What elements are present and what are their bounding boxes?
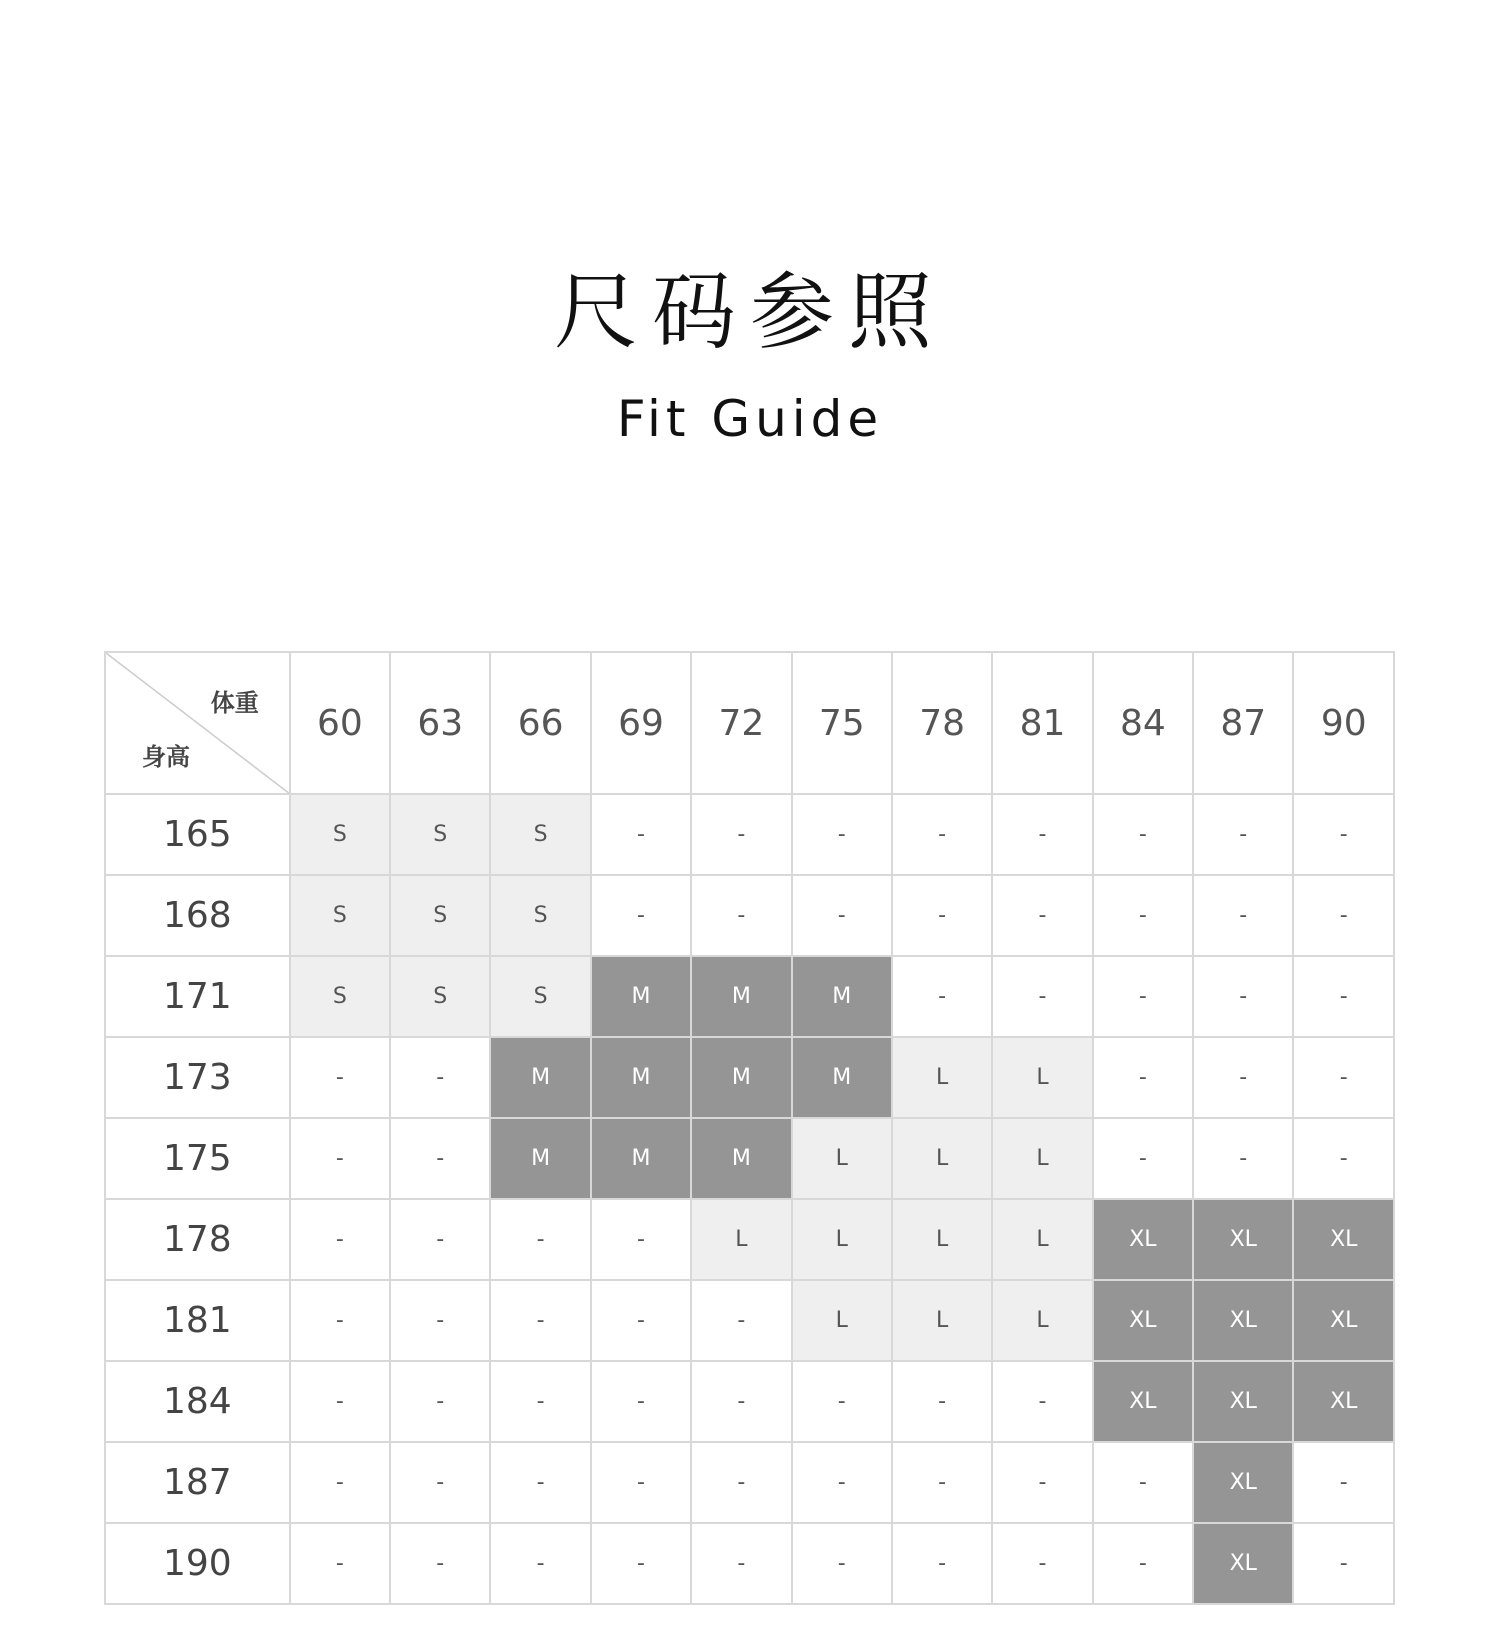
size-cell: - — [390, 1118, 490, 1199]
size-cell: - — [390, 1523, 490, 1604]
size-cell: XL — [1193, 1280, 1293, 1361]
size-cell: - — [591, 794, 691, 875]
size-cell: - — [992, 794, 1092, 875]
size-cell: - — [390, 1442, 490, 1523]
size-cell: - — [1293, 875, 1394, 956]
size-cell: - — [892, 794, 992, 875]
size-cell: - — [792, 875, 892, 956]
size-cell: - — [591, 1523, 691, 1604]
size-cell: - — [591, 875, 691, 956]
size-cell: M — [490, 1118, 590, 1199]
size-cell: - — [691, 1361, 791, 1442]
table-row — [105, 956, 1394, 1037]
table-row — [105, 794, 1394, 875]
size-cell: - — [892, 1442, 992, 1523]
table-row — [105, 1037, 1394, 1118]
size-cell: L — [691, 1199, 791, 1280]
size-cell: - — [1093, 1523, 1193, 1604]
size-cell: - — [992, 1442, 1092, 1523]
size-cell: S — [490, 956, 590, 1037]
corner-cell — [105, 652, 290, 794]
diagonal-divider — [106, 653, 289, 793]
size-cell: - — [691, 794, 791, 875]
size-cell: L — [892, 1118, 992, 1199]
size-cell: - — [1193, 956, 1293, 1037]
size-cell: - — [1293, 1118, 1394, 1199]
size-cell: - — [1193, 1118, 1293, 1199]
size-cell: - — [390, 1361, 490, 1442]
table-row — [105, 1361, 1394, 1442]
size-cell: S — [490, 875, 590, 956]
height-label-190: 190 — [105, 1523, 290, 1604]
size-cell: - — [892, 956, 992, 1037]
size-cell: - — [1093, 875, 1193, 956]
size-cell: - — [490, 1523, 590, 1604]
size-cell: - — [792, 1523, 892, 1604]
size-cell: - — [591, 1361, 691, 1442]
size-cell: - — [1093, 956, 1193, 1037]
size-cell: XL — [1293, 1280, 1394, 1361]
size-cell: XL — [1293, 1199, 1394, 1280]
header-row — [105, 652, 1394, 794]
size-cell: L — [992, 1037, 1092, 1118]
size-cell: - — [290, 1037, 390, 1118]
size-cell: - — [1293, 1037, 1394, 1118]
size-cell: L — [992, 1280, 1092, 1361]
size-cell: - — [591, 1442, 691, 1523]
size-cell: - — [792, 794, 892, 875]
size-cell: XL — [1193, 1199, 1293, 1280]
size-cell: L — [892, 1037, 992, 1118]
size-cell: S — [290, 956, 390, 1037]
size-cell: - — [1093, 1442, 1193, 1523]
size-cell: M — [490, 1037, 590, 1118]
weight-header-60: 60 — [290, 652, 390, 794]
size-cell: - — [1293, 956, 1394, 1037]
size-cell: - — [290, 1523, 390, 1604]
size-cell: - — [591, 1280, 691, 1361]
size-cell: L — [992, 1118, 1092, 1199]
size-cell: L — [792, 1280, 892, 1361]
page-title: 尺码参照 — [553, 263, 946, 361]
page-subtitle: Fit Guide — [616, 390, 884, 448]
size-cell: - — [691, 1280, 791, 1361]
size-cell: S — [390, 956, 490, 1037]
weight-header-63: 63 — [390, 652, 490, 794]
size-cell: - — [1093, 1037, 1193, 1118]
size-cell: - — [792, 1442, 892, 1523]
height-label-181: 181 — [105, 1280, 290, 1361]
size-cell: M — [792, 956, 892, 1037]
height-label-165: 165 — [105, 794, 290, 875]
size-cell: L — [892, 1199, 992, 1280]
size-cell: S — [290, 794, 390, 875]
size-cell: - — [992, 875, 1092, 956]
size-cell: XL — [1293, 1361, 1394, 1442]
size-cell: S — [390, 875, 490, 956]
weight-header-81: 81 — [992, 652, 1092, 794]
size-cell: - — [1293, 794, 1394, 875]
size-cell: - — [490, 1199, 590, 1280]
size-cell: - — [390, 1280, 490, 1361]
size-cell: - — [691, 1523, 791, 1604]
size-cell: - — [1093, 794, 1193, 875]
weight-header-84: 84 — [1093, 652, 1193, 794]
size-cell: M — [691, 956, 791, 1037]
size-cell: - — [1193, 875, 1293, 956]
size-cell: - — [390, 1037, 490, 1118]
size-cell: XL — [1193, 1361, 1293, 1442]
size-cell: M — [691, 1037, 791, 1118]
height-label-173: 173 — [105, 1037, 290, 1118]
size-cell: S — [290, 875, 390, 956]
size-cell: - — [1193, 794, 1293, 875]
height-label-175: 175 — [105, 1118, 290, 1199]
size-cell: - — [691, 1442, 791, 1523]
size-cell: M — [591, 1037, 691, 1118]
size-cell: - — [992, 1361, 1092, 1442]
size-cell: - — [290, 1280, 390, 1361]
size-cell: - — [691, 875, 791, 956]
size-cell: - — [792, 1361, 892, 1442]
size-cell: - — [992, 1523, 1092, 1604]
weight-header-90: 90 — [1293, 652, 1394, 794]
size-table — [104, 651, 1395, 1605]
size-cell: - — [992, 956, 1092, 1037]
size-cell: M — [591, 956, 691, 1037]
size-cell: - — [490, 1361, 590, 1442]
height-label-171: 171 — [105, 956, 290, 1037]
size-cell: - — [591, 1199, 691, 1280]
size-cell: XL — [1193, 1523, 1293, 1604]
size-cell: - — [1293, 1442, 1394, 1523]
size-cell: - — [490, 1280, 590, 1361]
size-cell: L — [992, 1199, 1092, 1280]
size-cell: XL — [1093, 1199, 1193, 1280]
weight-header-87: 87 — [1193, 652, 1293, 794]
size-cell: - — [290, 1199, 390, 1280]
size-cell: S — [490, 794, 590, 875]
size-cell: M — [591, 1118, 691, 1199]
size-cell: - — [1193, 1037, 1293, 1118]
size-cell: L — [892, 1280, 992, 1361]
size-cell: - — [892, 875, 992, 956]
weight-axis-label: 体重 — [210, 689, 259, 717]
size-cell: L — [792, 1199, 892, 1280]
height-label-184: 184 — [105, 1361, 290, 1442]
table-row — [105, 875, 1394, 956]
size-cell: M — [691, 1118, 791, 1199]
height-axis-label: 身高 — [142, 743, 190, 771]
size-cell: XL — [1193, 1442, 1293, 1523]
table-row — [105, 1118, 1394, 1199]
weight-header-75: 75 — [792, 652, 892, 794]
weight-header-69: 69 — [591, 652, 691, 794]
height-label-168: 168 — [105, 875, 290, 956]
size-cell: - — [490, 1442, 590, 1523]
size-cell: S — [390, 794, 490, 875]
size-cell: XL — [1093, 1361, 1193, 1442]
table-row — [105, 1280, 1394, 1361]
weight-header-72: 72 — [691, 652, 791, 794]
size-cell: - — [390, 1199, 490, 1280]
size-cell: - — [892, 1523, 992, 1604]
height-label-178: 178 — [105, 1199, 290, 1280]
table-row — [105, 1442, 1394, 1523]
table-row — [105, 1523, 1394, 1604]
size-cell: L — [792, 1118, 892, 1199]
weight-header-78: 78 — [892, 652, 992, 794]
size-cell: - — [892, 1361, 992, 1442]
size-cell: M — [792, 1037, 892, 1118]
size-chart — [104, 651, 1395, 1605]
size-cell: - — [290, 1442, 390, 1523]
size-cell: - — [290, 1118, 390, 1199]
table-row — [105, 1199, 1394, 1280]
height-label-187: 187 — [105, 1442, 290, 1523]
size-cell: - — [1093, 1118, 1193, 1199]
size-cell: - — [290, 1361, 390, 1442]
size-cell: - — [1293, 1523, 1394, 1604]
size-cell: XL — [1093, 1280, 1193, 1361]
weight-header-66: 66 — [490, 652, 590, 794]
